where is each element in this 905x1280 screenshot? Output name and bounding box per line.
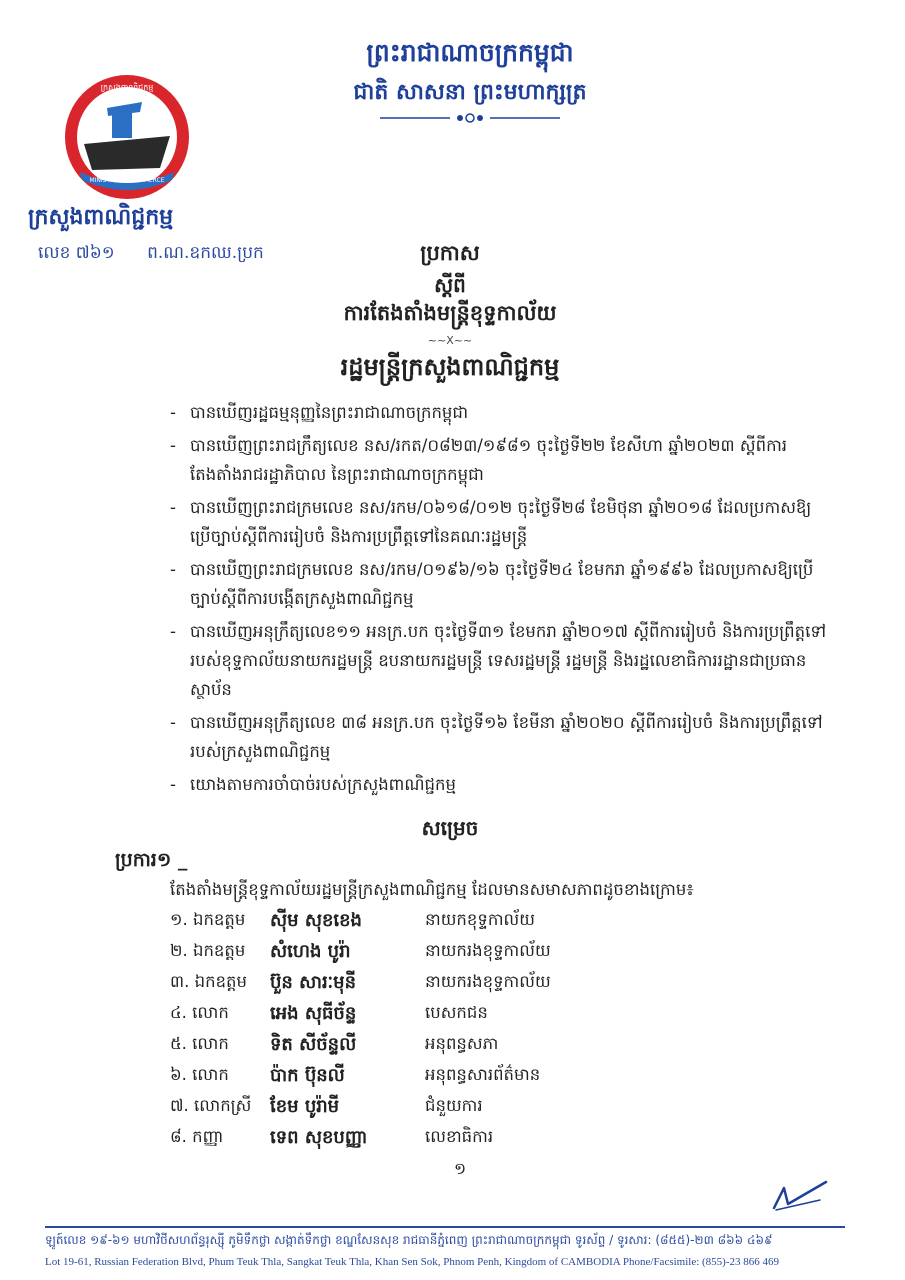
- preamble-item: - បានឃើញអនុក្រឹត្យលេខ១១ អនក្រ.បក ចុះថ្ងៃទី៣១ ខែមករា ឆ្នាំ២០១៧ ស្តីពីការរៀបចំ និងការប្រព្រឹត្តទៅរបស់ខុទ្ទកាល័យនាយករដ្ឋមន្ត្រី ឧបនាយករដ្ឋមន្ត្រី ទេសរដ្ឋមន្ត្រី រដ្ឋមន្ត្រី និងរដ្ឋលេខាធិការរដ្ឋានជាប្រធានស្ថាប័ន: [170, 617, 830, 704]
- subject-title: ការតែងតាំងមន្ត្រីខុទ្ទកាល័យ: [343, 300, 557, 325]
- initials-signature-icon: [770, 1178, 830, 1214]
- member-name: ខែម បូរ៉ាមី: [270, 1096, 340, 1117]
- reference-code: ព.ណ.ឧកឈ.ប្រក: [147, 243, 264, 263]
- member-name: ទិត សីច័ន្ទលី: [270, 1034, 357, 1055]
- preamble-list: [170, 398, 830, 803]
- reference-number: [38, 242, 328, 267]
- document-type-title: ប្រកាស: [420, 240, 480, 265]
- member-name: ស៊ីម សុខខេង: [270, 910, 362, 931]
- member-role: នាយករងខុទ្ទកាល័យ: [425, 941, 551, 960]
- member-name: អេង សុធីច័ន្ទ: [270, 1003, 357, 1024]
- member-row: [170, 1061, 730, 1092]
- ornament-divider-icon: [380, 110, 560, 126]
- member-row: [170, 999, 730, 1030]
- member-honorific: ៥. លោក: [170, 1034, 229, 1053]
- member-role: បេសកជន: [425, 1003, 488, 1022]
- member-honorific: ១. ឯកឧត្តម: [170, 910, 246, 929]
- member-row: [170, 906, 730, 937]
- member-honorific: ៤. លោក: [170, 1003, 229, 1022]
- member-role: លេខាធិការ: [425, 1127, 494, 1146]
- about-label: ស្តីពី: [434, 273, 466, 297]
- member-row: [170, 1030, 730, 1061]
- logo-caption: MINISTRY OF COMMERCE: [89, 177, 165, 184]
- member-role: ជំនួយការ: [425, 1096, 483, 1115]
- national-motto: ជាតិ សាសនា ព្រះមហាក្សត្រ: [353, 79, 587, 105]
- footer-address-english: Lot 19-61, Russian Federation Blvd, Phum Teuk Thla, Sangkat Teuk Thla, Khan Sen Sok, Phnom Penh, Kingdom of CAMBODIA Phone/Facsimile: (855)-23 866 469: [45, 1256, 780, 1268]
- preamble-item: - បានឃើញព្រះរាជក្រឹត្យលេខ នស/រកត/០៨២៣/១៩៨១ ចុះថ្ងៃទី២២ ខែសីហា ឆ្នាំ២០២៣ ស្តីពីការតែងតាំងរាជរដ្ឋាភិបាល នៃព្រះរាជាណាចក្រកម្ពុជា: [170, 431, 830, 489]
- members-list: [170, 906, 730, 1154]
- member-name: ប៊ួន សារៈមុនី: [270, 972, 357, 993]
- ministry-name: ក្រសួងពាណិជ្ជកម្ម: [28, 204, 174, 230]
- minister-title: រដ្ឋមន្ត្រីក្រសួងពាណិជ្ជកម្ម: [340, 352, 560, 381]
- member-row: [170, 1092, 730, 1123]
- member-name: ប៉ាក ប៊ុនលី: [270, 1065, 345, 1086]
- decision-heading: សម្រេច: [421, 816, 479, 840]
- footer-address-khmer: ឡូត៍លេខ ១៩-៦១ មហាវិថីសហព័ន្ធរុស្ស៊ី ភូមិទឹកថ្លា សង្កាត់ទឹកថ្លា ខណ្ឌសែនសុខ រាជធានីភ្នំពេញ ព្រះរាជាណាចក្រកម្ពុជា ទូរស័ព្ទ / ទូរសារ: (៨៥៥)-២៣ ៨៦៦ ៤៦៩: [45, 1233, 773, 1247]
- preamble-item: - បានឃើញព្រះរាជក្រមលេខ នស/រកម/០៦១៨/០១២ ចុះថ្ងៃទី២៨ ខែមិថុនា ឆ្នាំ២០១៨ ដែលប្រកាសឱ្យប្រើច្បាប់ស្តីពីការរៀបចំ និងការប្រព្រឹត្តទៅនៃគណៈរដ្ឋមន្ត្រី: [170, 493, 830, 551]
- reference-no: លេខ ៧៦១: [38, 243, 115, 263]
- member-honorific: ៨. កញ្ញា: [170, 1127, 224, 1146]
- member-role: អនុពន្ធសារព័ត៌មាន: [425, 1065, 541, 1084]
- member-row: [170, 1123, 730, 1154]
- article-label: ប្រការ១ _: [115, 849, 188, 871]
- preamble-item: - យោងតាមការចាំបាច់របស់ក្រសួងពាណិជ្ជកម្ម: [170, 770, 830, 799]
- kingdom-heading: ព្រះរាជាណាចក្រកម្ពុជា: [366, 38, 574, 67]
- preamble-item: - បានឃើញព្រះរាជក្រមលេខ នស/រកម/០១៩៦/១៦ ចុះថ្ងៃទី២៤ ខែមករា ឆ្នាំ១៩៩៦ ដែលប្រកាសឱ្យប្រើច្បាប់ស្តីពីការបង្កើតក្រសួងពាណិជ្ជកម្ម: [170, 555, 830, 613]
- preamble-item: - បានឃើញរដ្ឋធម្មនុញ្ញនៃព្រះរាជាណាចក្រកម្ពុជា: [170, 398, 830, 427]
- title-separator: ~~X~~: [427, 334, 473, 347]
- member-honorific: ៦. លោក: [170, 1065, 229, 1084]
- member-role: អនុពន្ធសភា: [425, 1034, 499, 1053]
- member-row: [170, 937, 730, 968]
- page-number: ១: [453, 1159, 467, 1178]
- member-honorific: ៣. ឯកឧត្តម: [170, 972, 247, 991]
- member-role: នាយករងខុទ្ទកាល័យ: [425, 972, 551, 991]
- article-text: តែងតាំងមន្ត្រីខុទ្ទកាល័យរដ្ឋមន្ត្រីក្រសួងពាណិជ្ជកម្ម ដែលមានសមាសភាពដូចខាងក្រោម៖: [170, 880, 694, 899]
- member-row: [170, 968, 730, 999]
- footer-divider: [45, 1226, 845, 1228]
- preamble-item: - បានឃើញអនុក្រឹត្យលេខ ៣៨ អនក្រ.បក ចុះថ្ងៃទី១៦ ខែមីនា ឆ្នាំ២០២០ ស្តីពីការរៀបចំ និងការប្រព្រឹត្តទៅរបស់ក្រសួងពាណិជ្ជកម្ម: [170, 708, 830, 766]
- member-role: នាយកខុទ្ទកាល័យ: [425, 910, 535, 929]
- member-honorific: ៧. លោកស្រី: [170, 1096, 252, 1115]
- ministry-logo-icon: [62, 72, 192, 202]
- member-name: សំហេង បូរ៉ា: [270, 941, 351, 962]
- logo-top-text: ក្រសួងពាណិជ្ជកម្ម: [100, 83, 154, 92]
- member-name: ទេព សុខបញ្ញា: [270, 1127, 368, 1148]
- member-honorific: ២. ឯកឧត្តម: [170, 941, 246, 960]
